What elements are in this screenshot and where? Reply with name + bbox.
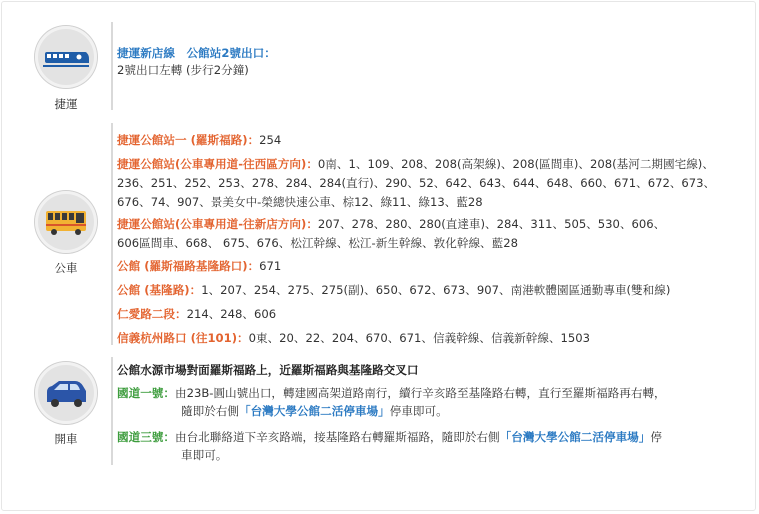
highway3-line1	[117, 428, 662, 446]
bus-routes: 214、248、606	[186, 307, 277, 321]
car-heading: 公館水源市場對面羅斯福路上，近羅斯福路與基隆路交叉口	[117, 363, 419, 377]
bus-routes: 236、251、252、253、278、284、284(直行)、290、52、642、643、644、648、660、671、672、673、	[117, 176, 716, 190]
highway1-line1	[117, 384, 666, 402]
highway3-text-post: 停	[650, 430, 662, 444]
bus-routes: 606區間車、668、 675、676、松江幹線、松江-新生幹線、敦化幹線、藍28	[117, 236, 518, 250]
highway3-name: 國道三號：	[117, 430, 175, 444]
bus-stop-name: 仁愛路二段：	[117, 307, 187, 321]
car-divider	[111, 357, 113, 465]
parking-link[interactable]: 「台灣大學公館二活停車場」	[499, 430, 651, 444]
bus-routes: 1、207、254、275、275(副)、650、672、673、907、南港軟體園區通勤專車(雙和線)	[201, 283, 671, 297]
highway3-text-pre: 由台北聯絡道下辛亥路端，接基隆路右轉羅斯福路，隨即於右側	[174, 430, 500, 444]
car-icon	[35, 362, 97, 424]
parking-link[interactable]: 「台灣大學公館二活停車場」	[238, 404, 390, 418]
bus-routes: 0南、1、109、208、208(高架線)、208(區間車)、208(基河二期國宅線)、	[317, 157, 714, 171]
bus-routes: 207、278、280、280(直達車)、284、311、505、530、606、	[317, 217, 666, 231]
bus-label: 公車	[54, 261, 78, 275]
bus-row	[117, 155, 714, 173]
bus-stop-name: 捷運公館站一 (羅斯福路)：	[117, 133, 260, 147]
bus-routes: 254	[259, 133, 282, 147]
highway3-line2: 車即可。	[181, 448, 228, 462]
train-icon	[35, 26, 97, 88]
bus-row	[117, 215, 665, 233]
mrt-detail: 2號出口左轉 (步行2分鐘)	[117, 63, 249, 77]
highway1-name: 國道一號：	[117, 386, 175, 400]
bus-divider	[111, 123, 113, 345]
bus-routes: 0東、20、22、204、670、671、信義幹線、信義新幹線、1503	[248, 331, 591, 345]
bus-stop-name: 捷運公館站(公車專用道-往新店方向)：	[117, 217, 318, 231]
bus-row	[117, 329, 590, 347]
mrt-title: 捷運新店線 公館站2號出口：	[117, 46, 276, 60]
bus-row	[117, 193, 483, 211]
bus-row	[117, 281, 670, 299]
bus-routes: 671	[259, 259, 282, 273]
bus-stop-name: 公館 (羅斯福路基隆路口)：	[117, 259, 260, 273]
bus-stop-name: 公館 (基隆路)：	[117, 283, 202, 297]
mrt-label: 捷運	[54, 97, 78, 111]
highway1-text-pre: 隨即於右側	[181, 404, 239, 418]
mrt-divider	[111, 22, 113, 110]
bus-row	[117, 131, 281, 149]
bus-row	[117, 234, 518, 252]
bus-row	[117, 174, 715, 192]
bus-stop-name: 信義杭州路口 (往101)：	[117, 331, 249, 345]
bus-icon	[35, 191, 97, 253]
highway1-line2	[181, 402, 448, 420]
car-label: 開車	[54, 432, 78, 446]
bus-stop-name: 捷運公館站(公車專用道-往西區方向)：	[117, 157, 318, 171]
highway1-text-post: 停車即可。	[389, 404, 448, 418]
bus-routes: 676、74、907、景美女中-榮總快速公車、棕12、綠11、綠13、藍28	[117, 195, 483, 209]
bus-row	[117, 305, 276, 323]
bus-row	[117, 257, 281, 275]
highway1-text: 由23B-圓山號出口，轉建國高架道路南行，續行辛亥路至基隆路右轉，直行至羅斯福路再右轉，	[174, 386, 666, 400]
